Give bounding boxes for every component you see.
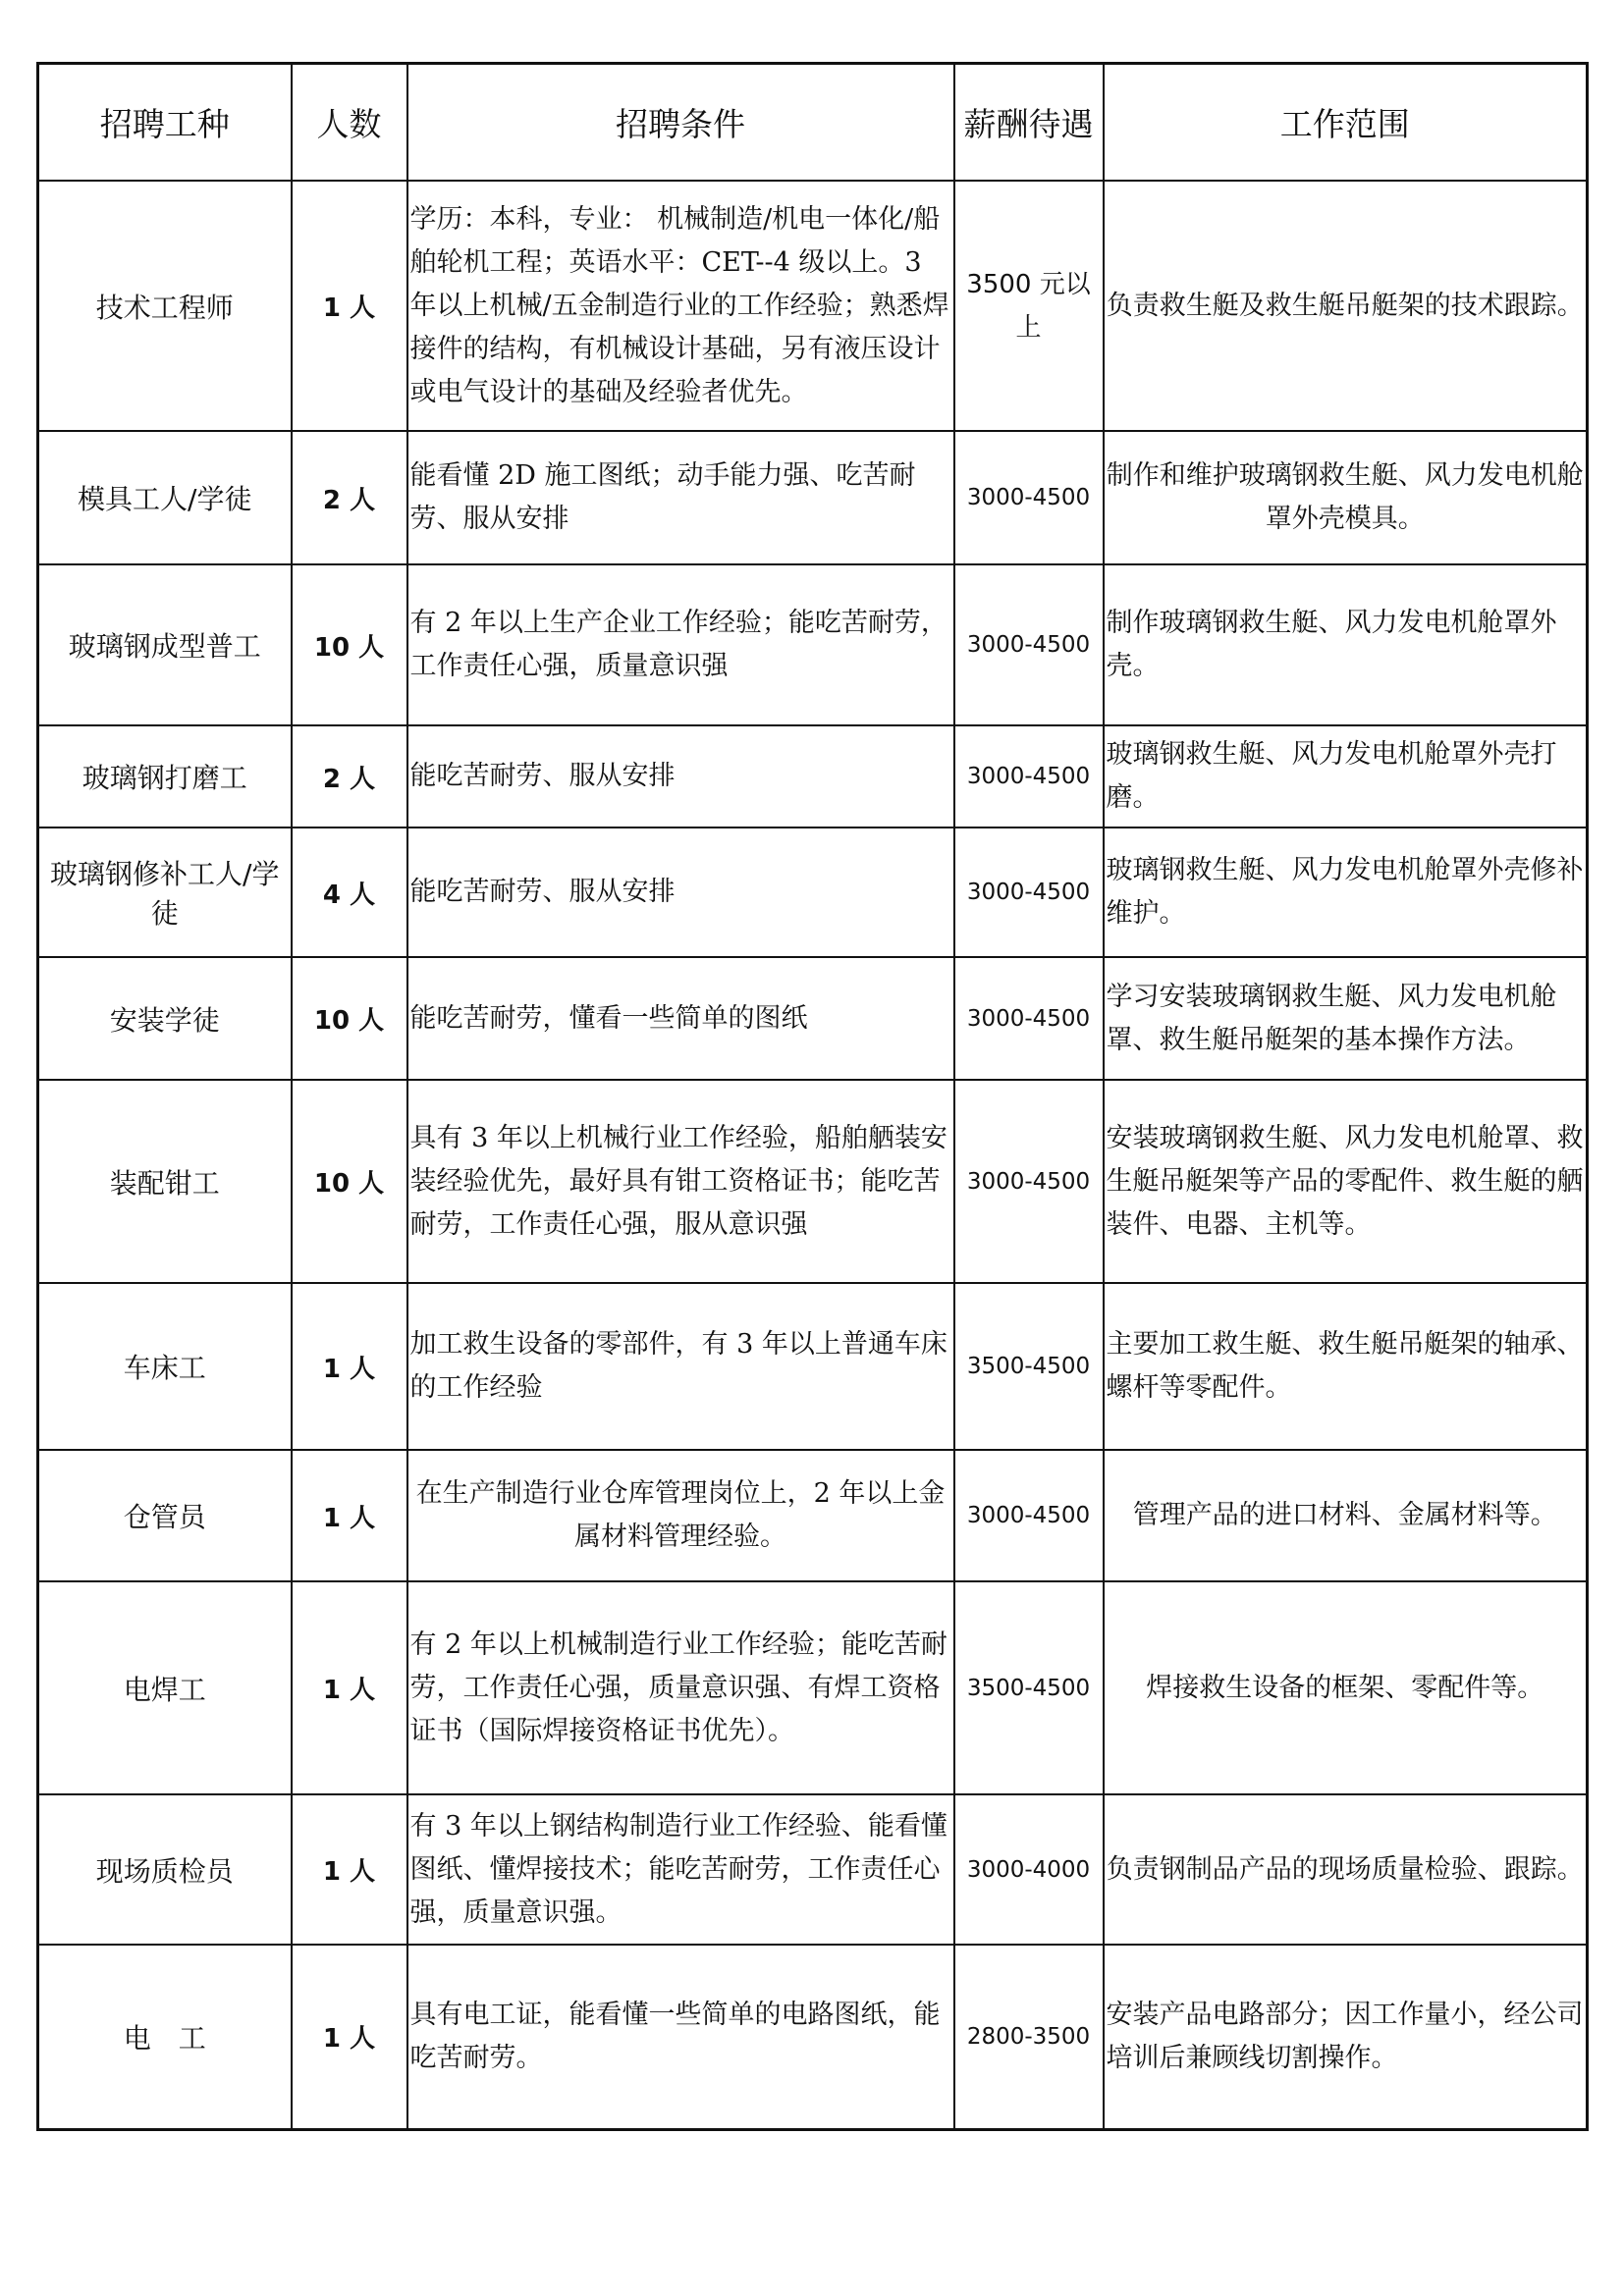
table-row — [38, 1581, 1588, 1794]
header-work-scope: 工作范围 — [1104, 64, 1588, 182]
work-scope-cell: 负责钢制品产品的现场质量检验、跟踪。 — [1104, 1794, 1588, 1945]
salary-cell: 3500 元以上 — [954, 181, 1104, 431]
headcount-cell: 1 人 — [292, 1794, 407, 1945]
headcount-cell: 4 人 — [292, 828, 407, 957]
salary-cell: 3000-4000 — [954, 1794, 1104, 1945]
requirements-cell: 具有 3 年以上机械行业工作经验，船舶舾装安装经验优先，最好具有钳工资格证书；能吃苦耐劳，工作责任心强，服从意识强 — [407, 1080, 954, 1283]
work-scope-cell: 制作和维护玻璃钢救生艇、风力发电机舱罩外壳模具。 — [1104, 431, 1588, 564]
requirements-cell: 加工救生设备的零部件，有 3 年以上普通车床的工作经验 — [407, 1283, 954, 1450]
table-row — [38, 1794, 1588, 1945]
recruitment-table — [36, 62, 1589, 2131]
job-type-cell: 玻璃钢修补工人/学徒 — [38, 828, 292, 957]
table-header-row — [38, 64, 1588, 182]
headcount-cell: 10 人 — [292, 564, 407, 725]
table-row — [38, 431, 1588, 564]
salary-cell: 3000-4500 — [954, 828, 1104, 957]
requirements-cell: 有 3 年以上钢结构制造行业工作经验、能看懂图纸、懂焊接技术；能吃苦耐劳，工作责任心强，质量意识强。 — [407, 1794, 954, 1945]
salary-cell: 3000-4500 — [954, 564, 1104, 725]
work-scope-cell: 玻璃钢救生艇、风力发电机舱罩外壳修补维护。 — [1104, 828, 1588, 957]
work-scope-cell: 安装产品电路部分；因工作量小，经公司培训后兼顾线切割操作。 — [1104, 1945, 1588, 2129]
job-type-cell: 模具工人/学徒 — [38, 431, 292, 564]
requirements-cell: 有 2 年以上生产企业工作经验；能吃苦耐劳，工作责任心强，质量意识强 — [407, 564, 954, 725]
requirements-cell: 在生产制造行业仓库管理岗位上，2 年以上金属材料管理经验。 — [407, 1450, 954, 1581]
salary-cell: 3500-4500 — [954, 1283, 1104, 1450]
work-scope-cell: 制作玻璃钢救生艇、风力发电机舱罩外壳。 — [1104, 564, 1588, 725]
table-row — [38, 1450, 1588, 1581]
job-type-cell: 现场质检员 — [38, 1794, 292, 1945]
headcount-cell: 1 人 — [292, 1283, 407, 1450]
requirements-cell: 能看懂 2D 施工图纸；动手能力强、吃苦耐劳、服从安排 — [407, 431, 954, 564]
job-type-cell: 车床工 — [38, 1283, 292, 1450]
requirements-cell: 能吃苦耐劳、服从安排 — [407, 828, 954, 957]
table-row — [38, 1945, 1588, 2129]
requirements-cell: 有 2 年以上机械制造行业工作经验；能吃苦耐劳，工作责任心强，质量意识强、有焊工资格证书（国际焊接资格证书优先）。 — [407, 1581, 954, 1794]
table-row — [38, 1080, 1588, 1283]
headcount-cell: 1 人 — [292, 1945, 407, 2129]
table-row — [38, 957, 1588, 1080]
job-type-cell: 电焊工 — [38, 1581, 292, 1794]
headcount-cell: 2 人 — [292, 431, 407, 564]
headcount-cell: 10 人 — [292, 1080, 407, 1283]
work-scope-cell: 玻璃钢救生艇、风力发电机舱罩外壳打磨。 — [1104, 725, 1588, 828]
headcount-cell: 1 人 — [292, 1450, 407, 1581]
table-row — [38, 1283, 1588, 1450]
salary-cell: 3000-4500 — [954, 431, 1104, 564]
work-scope-cell: 主要加工救生艇、救生艇吊艇架的轴承、螺杆等零配件。 — [1104, 1283, 1588, 1450]
requirements-cell: 能吃苦耐劳、服从安排 — [407, 725, 954, 828]
salary-cell: 3000-4500 — [954, 1080, 1104, 1283]
job-type-cell: 装配钳工 — [38, 1080, 292, 1283]
table-row — [38, 181, 1588, 431]
salary-cell: 3000-4500 — [954, 957, 1104, 1080]
work-scope-cell: 焊接救生设备的框架、零配件等。 — [1104, 1581, 1588, 1794]
salary-cell: 3000-4500 — [954, 725, 1104, 828]
requirements-cell: 学历：本科，专业： 机械制造/机电一体化/船舶轮机工程；英语水平：CET--4 级以上。3 年以上机械/五金制造行业的工作经验；熟悉焊接件的结构，有机械设计基础，另有液压设计或电气设计的基础及经验者优先。 — [407, 181, 954, 431]
headcount-cell: 2 人 — [292, 725, 407, 828]
job-type-cell: 电 工 — [38, 1945, 292, 2129]
work-scope-cell: 安装玻璃钢救生艇、风力发电机舱罩、救生艇吊艇架等产品的零配件、救生艇的舾装件、电器、主机等。 — [1104, 1080, 1588, 1283]
job-type-cell: 技术工程师 — [38, 181, 292, 431]
salary-cell: 3000-4500 — [954, 1450, 1104, 1581]
headcount-cell: 1 人 — [292, 181, 407, 431]
job-type-cell: 安装学徒 — [38, 957, 292, 1080]
table-row — [38, 564, 1588, 725]
header-requirements: 招聘条件 — [407, 64, 954, 182]
headcount-cell: 10 人 — [292, 957, 407, 1080]
salary-cell: 3500-4500 — [954, 1581, 1104, 1794]
requirements-cell: 能吃苦耐劳，懂看一些简单的图纸 — [407, 957, 954, 1080]
work-scope-cell: 学习安装玻璃钢救生艇、风力发电机舱罩、救生艇吊艇架的基本操作方法。 — [1104, 957, 1588, 1080]
job-type-cell: 仓管员 — [38, 1450, 292, 1581]
table-row — [38, 725, 1588, 828]
work-scope-cell: 管理产品的进口材料、金属材料等。 — [1104, 1450, 1588, 1581]
table-row — [38, 828, 1588, 957]
salary-cell: 2800-3500 — [954, 1945, 1104, 2129]
headcount-cell: 1 人 — [292, 1581, 407, 1794]
header-salary: 薪酬待遇 — [954, 64, 1104, 182]
header-job-type: 招聘工种 — [38, 64, 292, 182]
work-scope-cell: 负责救生艇及救生艇吊艇架的技术跟踪。 — [1104, 181, 1588, 431]
requirements-cell: 具有电工证，能看懂一些简单的电路图纸，能吃苦耐劳。 — [407, 1945, 954, 2129]
header-headcount: 人数 — [292, 64, 407, 182]
job-type-cell: 玻璃钢打磨工 — [38, 725, 292, 828]
job-type-cell: 玻璃钢成型普工 — [38, 564, 292, 725]
